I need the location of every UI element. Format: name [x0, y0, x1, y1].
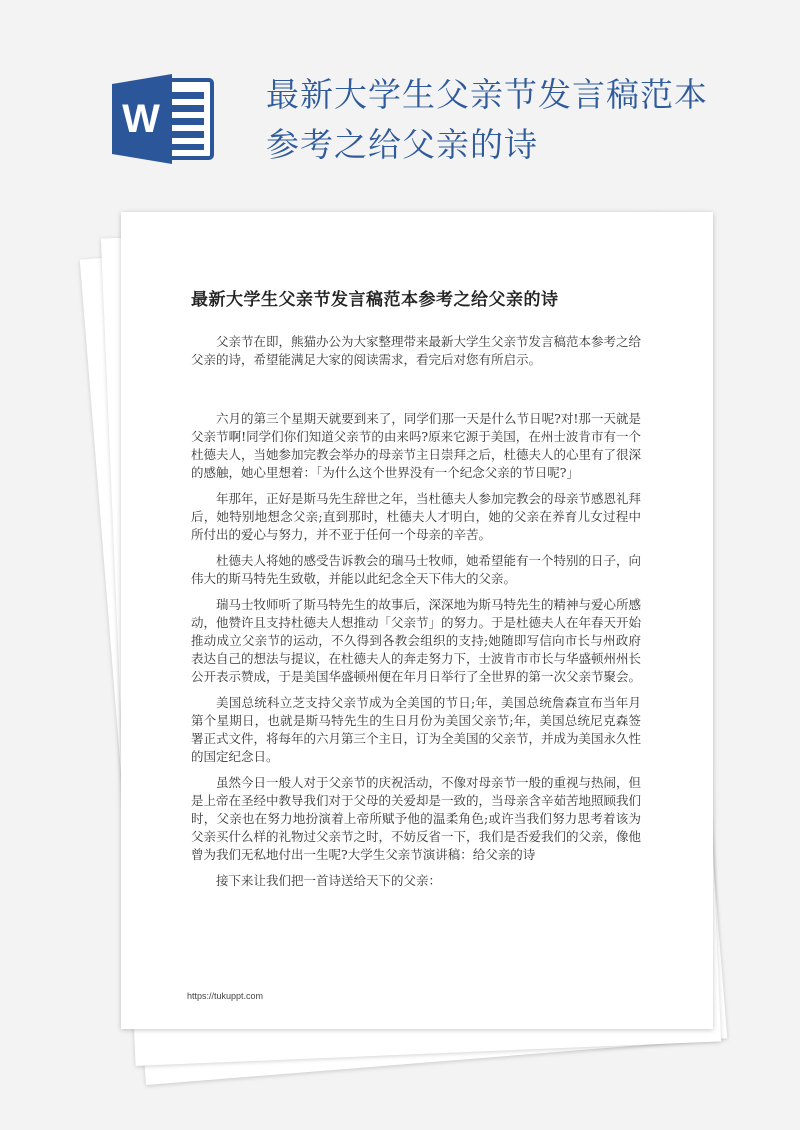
body-paragraph-5: 美国总统科立芝支持父亲节成为全美国的节日;年，美国总统詹森宣布当年月第个星期日，也就是斯马特先生的生日月份为美国父亲节;年，美国总统尼克森签署正式文件，将每年的六月第三个主日，订为全美国的父亲节，并成为美国永久性的国定纪念日。: [191, 695, 642, 764]
body-paragraph-1: 六月的第三个星期天就要到来了，同学们那一天是什么节日呢?对!那一天就是父亲节啊!同学们你们知道父亲节的由来吗?原来它源于美国，在州士波肯市有一个杜德夫人，当她参加完教会举办的母亲节主日崇拜之后，杜德夫人的心里有了很深的感触，她心里想着：「为什么这个世界没有一个纪念父亲的节日呢?」: [191, 411, 642, 480]
intro-block: [191, 333, 641, 377]
body-paragraph-4: 瑞马士牧师听了斯马特先生的故事后，深深地为斯马特先生的精神与爱心所感动，他赞许且支持杜德夫人想推动「父亲节」的努力。于是杜德夫人在年春天开始推动成立父亲节的运动，不久得到各教会组织的支持;她随即写信向市长与州政府表达自己的想法与提议，在杜德夫人的奔走努力下，士波肯市市长与华盛顿州州长公开表示赞成，于是美国华盛顿州便在年月日举行了全世界的第一次父亲节聚会。: [191, 597, 642, 684]
page-title-line1: 最新大学生父亲节发言稿范本: [266, 75, 708, 114]
body-paragraph-6: 虽然今日一般人对于父亲节的庆祝活动，不像对母亲节一般的重视与热闹，但是上帝在圣经中教导我们对于父母的关爱却是一致的，当母亲含辛茹苦地照顾我们时，父亲也在努力地扮演着上帝所赋予他的温柔角色;或许当我们努力思考着该为父亲买什么样的礼物过父亲节之时，不妨反省一下，我们是否爱我们的父亲，像他曾为我们无私地付出一生呢?大学生父亲节演讲稿：给父亲的诗: [191, 775, 642, 862]
body-paragraph-3: 杜德夫人将她的感受告诉教会的瑞马士牧师，她希望能有一个特别的日子，向伟大的斯马特先生致敬，并能以此纪念全天下伟大的父亲。: [191, 553, 642, 586]
footer-url[interactable]: https://tukuppt.com: [187, 991, 264, 1001]
document-title: 最新大学生父亲节发言稿范本参考之给父亲的诗: [191, 290, 559, 310]
body-paragraph-2: 年那年，正好是斯马先生辞世之年，当杜德夫人参加完教会的母亲节感恩礼拜后，她特别地想念父亲;直到那时，杜德夫人才明白，她的父亲在养育儿女过程中所付出的爱心与努力，并不亚于任何一个母亲的辛苦。: [191, 491, 642, 542]
body-paragraph-7: 接下来让我们把一首诗送给天下的父亲：: [216, 873, 442, 888]
svg-text:W: W: [122, 97, 160, 141]
word-document-icon: [112, 74, 216, 164]
intro-paragraph: 父亲节在即，熊猫办公为大家整理带来最新大学生父亲节发言稿范本参考之给父亲的诗，希望能满足大家的阅读需求，看完后对您有所启示。: [191, 334, 642, 367]
document-body: [191, 410, 641, 898]
page-title: [266, 70, 766, 170]
page-title-line2: 参考之给父亲的诗: [266, 125, 538, 164]
document-page: [121, 212, 713, 1029]
